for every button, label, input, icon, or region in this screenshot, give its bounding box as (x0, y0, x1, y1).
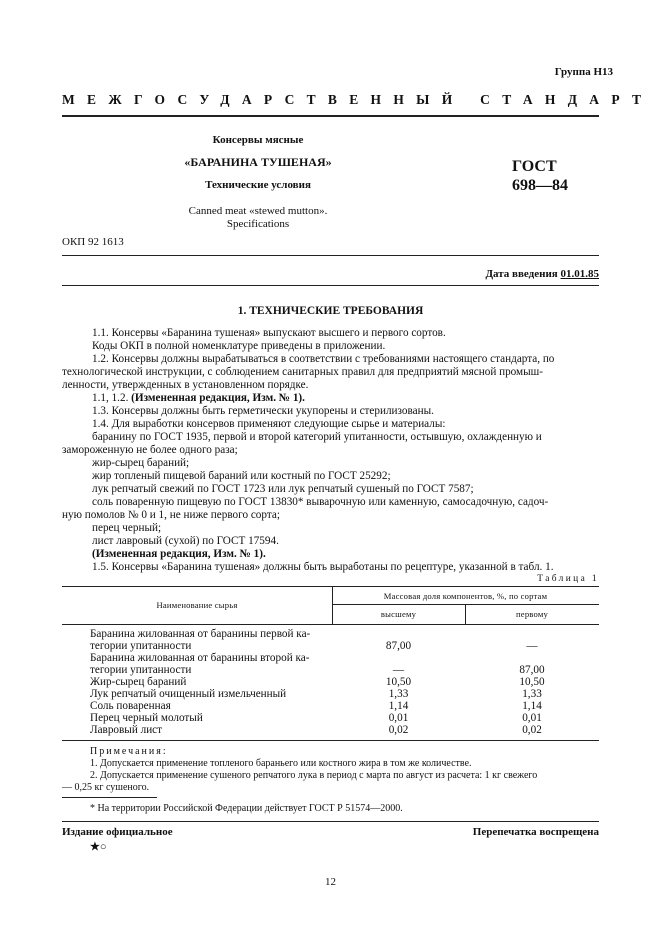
table-name-header: Наименование сырья (156, 600, 238, 610)
note-2: 2. Допускается применение сушеного репчатого лука в период с марта по август из расчета: 1 кг свежего (90, 770, 538, 781)
title-line2: «БАРАНИНА ТУШЕНАЯ» (184, 155, 332, 169)
table-header-rule (62, 624, 599, 625)
standard-banner: МЕЖГОСУДАРСТВЕННЫЙ СТАНДАРТ (62, 92, 654, 107)
table-row-3-first: 10,50 (519, 676, 545, 688)
table-group-header: Массовая доля компонентов, %, по сортам (383, 591, 548, 601)
notes-heading: Примечания: (90, 746, 168, 757)
table-bottom-rule (62, 740, 599, 741)
note-2-cont: — 0,25 кг сушеного. (62, 782, 150, 793)
table-row-2-first: 87,00 (519, 664, 545, 676)
title-en-line1: Canned meat «stewed mutton». (188, 205, 328, 217)
item-salt-b: ную помолов № 0 и 1, не ниже первого сорта; (62, 509, 280, 521)
table-row-6-name: Перец черный молотый (90, 712, 203, 724)
table-row-3-name: Жир-сырец бараний (90, 676, 187, 688)
item-mutton-a: баранину по ГОСТ 1935, первой и второй категорий упитанности, остывшую, охлажденную и (92, 431, 542, 443)
footnote-rule (62, 797, 157, 798)
para-1-2-a: 1.2. Консервы должны вырабатываться в соответствии с требованиями настоящего стандарта, по (92, 353, 555, 365)
item-mutton-b: замороженную не более одного раза; (62, 444, 238, 456)
table-top-rule (62, 586, 599, 587)
section-heading: 1. ТЕХНИЧЕСКИЕ ТРЕБОВАНИЯ (237, 305, 424, 317)
table-row-4-name: Лук репчатый очищенный измельченный (90, 688, 287, 700)
table-caption: Таблица 1 (537, 574, 599, 584)
table-row-7-name: Лавровый лист (90, 724, 163, 736)
item-rendered-fat: жир топленый пищевой бараний или костный по ГОСТ 25292; (92, 470, 391, 482)
para-1-1: 1.1. Консервы «Баранина тушеная» выпускают высшего и первого сортов. (92, 327, 446, 339)
footer-reprint-prohibited: Перепечатка воспрещена (472, 826, 599, 838)
table-row-7-first: 0,02 (522, 724, 542, 736)
table-row-6-first: 0,01 (522, 712, 542, 724)
page-number: 12 (325, 876, 336, 888)
table-row-5-premium: 1,14 (388, 700, 409, 712)
table-row-5-name: Соль поваренная (90, 700, 171, 712)
intro-date (485, 268, 599, 280)
footer-rule (62, 821, 599, 822)
intro-date-label: Дата введения (485, 268, 558, 280)
table-row-7-premium: 0,02 (388, 724, 409, 736)
table-row-2-premium: — (392, 664, 405, 676)
para-1-3: 1.3. Консервы должны быть герметически укупорены и стерилизованы. (92, 405, 434, 417)
item-salt-a: соль поваренную пищевую по ГОСТ 13830* выварочную или каменную, самосадочную, садоч- (92, 496, 549, 508)
item-pepper: перец черный; (92, 522, 162, 534)
table-row-2-name-a: Баранина жилованная от баранины второй ка- (90, 652, 310, 664)
table-row-4-first: 1,33 (522, 688, 542, 700)
table-sub-header-first: первому (516, 609, 548, 619)
table-row-1-first: — (526, 640, 538, 652)
table-row-4-premium: 1,33 (388, 688, 409, 700)
table-row-3-premium: 10,50 (385, 676, 412, 688)
table-row-6-premium: 0,01 (388, 712, 409, 724)
intro-date-rule (62, 285, 599, 286)
table-row-5-first: 1,14 (522, 700, 542, 712)
table-row-1-premium: 87,00 (385, 640, 412, 652)
intro-date-value: 01.01.85 (560, 268, 599, 280)
amend-1-note: (Измененная редакция, Изм. № 1). (131, 392, 305, 404)
table-sub-header-premium: высшему (380, 609, 417, 619)
para-1-2-c: ленности, утвержденных в установленном порядке. (62, 379, 309, 391)
gost-label: ГОСТ (512, 158, 557, 175)
table-row-1-name-a: Баранина жилованная от баранины первой ка- (90, 628, 311, 640)
title-line1: Консервы мясные (212, 134, 304, 146)
footnote: * На территории Российской Федерации действует ГОСТ Р 51574—2000. (90, 803, 403, 814)
item-bay-leaf: лист лавровый (сухой) по ГОСТ 17594. (92, 535, 279, 547)
amend-1-ref: 1.1, 1.2. (92, 392, 129, 404)
title-line3: Технические условия (205, 179, 311, 191)
gost-number: 698—84 (512, 177, 568, 194)
title-en-line2: Specifications (226, 218, 290, 230)
item-raw-fat: жир-сырец бараний; (92, 457, 190, 469)
title-rule (62, 255, 599, 256)
para-1-5: 1.5. Консервы «Баранина тушеная» должны быть выработаны по рецептуре, указанной в табл. 1. (92, 561, 554, 573)
footer-official-edition: Издание официальное (62, 826, 173, 838)
table-row-2-name-b: тегории упитанности (90, 664, 192, 676)
group-label: Группа Н13 (554, 66, 613, 78)
note-1: 1. Допускается применение топленого бараньего или костного жира в том же количестве. (90, 758, 472, 769)
para-1-4: 1.4. Для выработки консервов применяют следующие сырье и материалы: (92, 418, 446, 430)
header-rule (62, 115, 599, 117)
amend-1 (92, 392, 305, 405)
para-1-2-b: технологической инструкции, с соблюдением санитарных правил для предприятий мясной промыш- (62, 366, 543, 378)
item-onion: лук репчатый свежий по ГОСТ 1723 или лук репчатый сушеный по ГОСТ 7587; (92, 483, 474, 495)
footer-marks: ★○ (90, 841, 107, 853)
okp-code: ОКП 92 1613 (62, 236, 124, 248)
table-row-1-name-b: тегории упитанности (90, 640, 192, 652)
para-codes: Коды ОКП в полной номенклатуре приведены в приложении. (92, 340, 386, 352)
amend-2-note: (Измененная редакция, Изм. № 1). (92, 548, 266, 560)
